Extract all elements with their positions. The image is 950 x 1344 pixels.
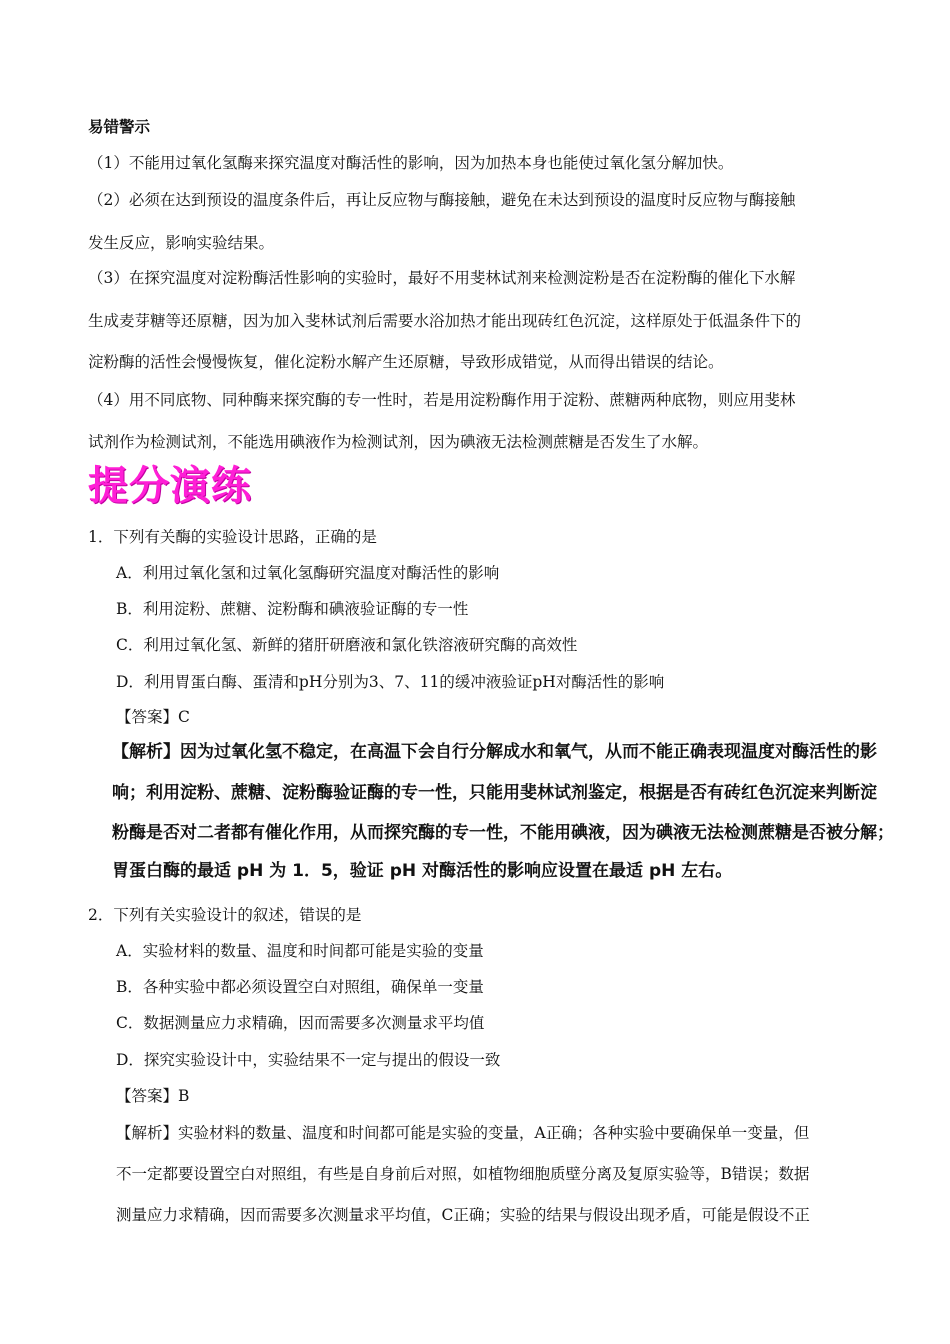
warning-line: （3）在探究温度对淀粉酶活性影响的实验时，最好不用斐林试剂来检测淀粉是否在淀粉酶的催化下水解 [88,269,796,287]
question-1-analysis-line: 响；利用淀粉、蔗糖、淀粉酶验证酶的专一性，只能用斐林试剂鉴定，根据是否有砖红色沉淀来判断淀 [112,783,877,803]
question-1-analysis-line: 【解析】因为过氧化氢不稳定，在高温下会自行分解成水和氧气，从而不能正确表现温度对酶活性的影 [112,742,877,762]
question-2-option-d: D．探究实验设计中，实验结果不一定与提出的假设一致 [116,1051,501,1069]
warning-line: 试剂作为检测试剂，不能选用碘液作为检测试剂，因为碘液无法检测蔗糖是否发生了水解。 [88,433,709,451]
question-1-analysis-line: 胃蛋白酶的最适 pH 为 1．5，验证 pH 对酶活性的影响应设置在最适 pH 左右。 [112,861,733,881]
question-2-analysis-line: 【解析】实验材料的数量、温度和时间都可能是实验的变量，A正确；各种实验中要确保单一变量，但 [116,1124,810,1142]
question-1-option-d: D．利用胃蛋白酶、蛋清和pH分别为3、7、11的缓冲液验证pH对酶活性的影响 [116,673,665,691]
question-1-option-c: C．利用过氧化氢、新鲜的猪肝研磨液和氯化铁溶液研究酶的高效性 [116,636,578,654]
question-2-option-b: B．各种实验中都必须设置空白对照组，确保单一变量 [116,978,484,996]
warning-line: 淀粉酶的活性会慢慢恢复，催化淀粉水解产生还原糖，导致形成错觉，从而得出错误的结论。 [88,353,724,371]
question-1-option-b: B．利用淀粉、蔗糖、淀粉酶和碘液验证酶的专一性 [116,600,469,618]
warning-line: （4）用不同底物、同种酶来探究酶的专一性时，若是用淀粉酶作用于淀粉、蔗糖两种底物，则应用斐林 [88,391,796,409]
warning-line: （2）必须在达到预设的温度条件后，再让反应物与酶接触，避免在未达到预设的温度时反应物与酶接触 [88,191,796,209]
question-2-analysis-line: 不一定都要设置空白对照组，有些是自身前后对照，如植物细胞质壁分离及复原实验等，B错误；数据 [116,1165,810,1183]
warning-line: 生成麦芽糖等还原糖，因为加入斐林试剂后需要水浴加热才能出现砖红色沉淀，这样原处于低温条件下的 [88,312,802,330]
question-1-answer: 【答案】C [116,708,190,726]
question-2-option-a: A．实验材料的数量、温度和时间都可能是实验的变量 [116,942,484,960]
question-2-option-c: C．数据测量应力求精确，因而需要多次测量求平均值 [116,1014,485,1032]
question-2-stem: 2．下列有关实验设计的叙述，错误的是 [88,906,362,924]
question-1-analysis-line: 粉酶是否对二者都有催化作用，从而探究酶的专一性，不能用碘液，因为碘液无法检测蔗糖是否被分解； [112,823,894,843]
question-2-analysis-line: 测量应力求精确，因而需要多次测量求平均值，C正确；实验的结果与假设出现矛盾，可能是假设不正 [116,1206,810,1224]
question-2-answer: 【答案】B [116,1087,190,1105]
question-1-stem: 1．下列有关酶的实验设计思路，正确的是 [88,528,377,546]
question-1-option-a: A．利用过氧化氢和过氧化氢酶研究温度对酶活性的影响 [116,564,500,582]
warning-title: 易错警示 [88,118,151,136]
warning-line: （1）不能用过氧化氢酶来探究温度对酶活性的影响，因为加热本身也能使过氧化氢分解加快。 [88,154,734,172]
warning-line: 发生反应，影响实验结果。 [88,234,275,252]
section-heading: 提分演练 [88,463,252,509]
